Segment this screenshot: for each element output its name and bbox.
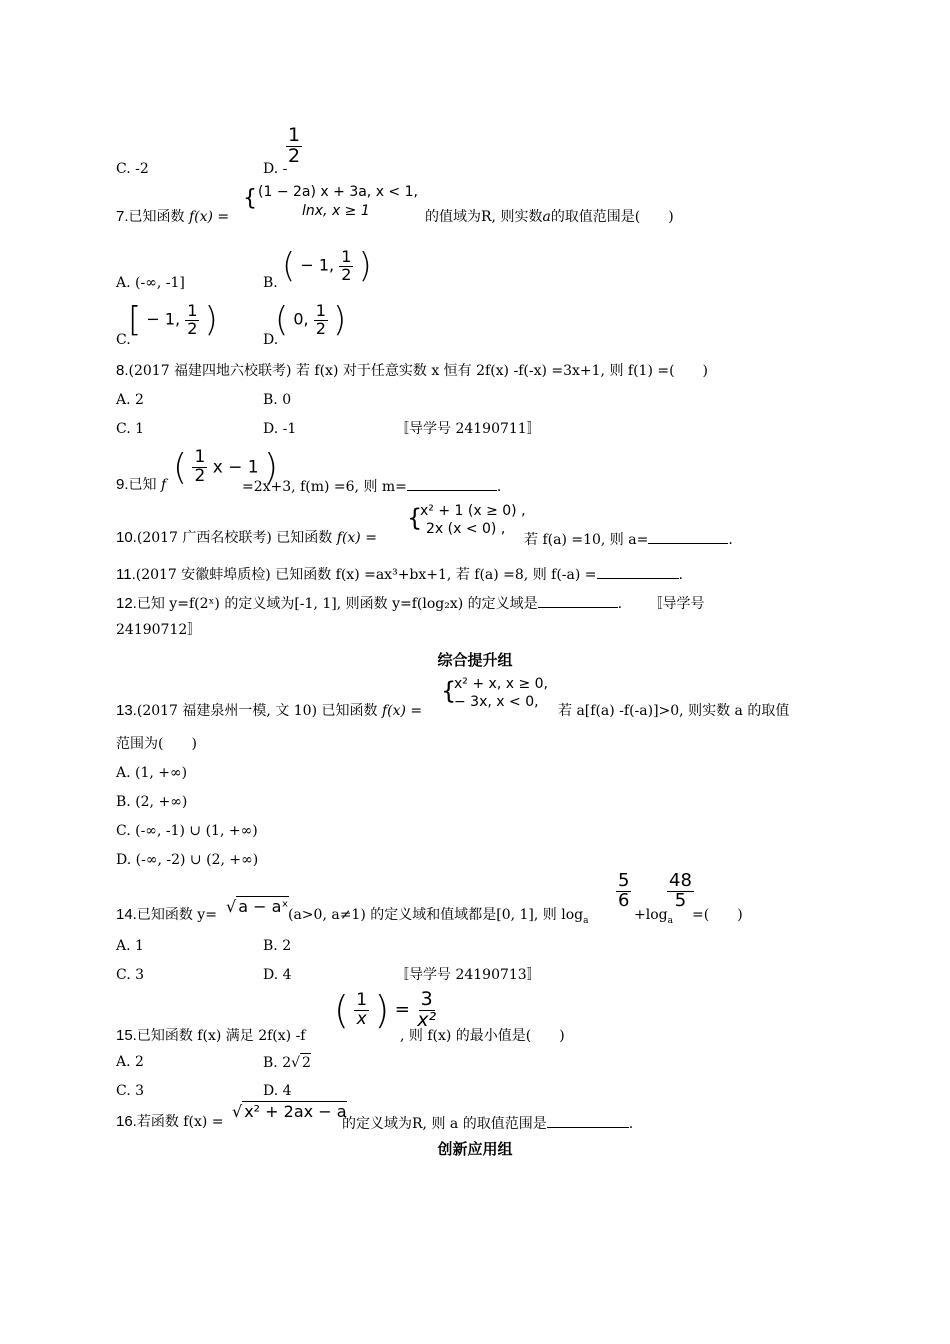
q12-stem: 12.已知 y=f(2ˣ) 的定义域为[-1, 1], 则函数 y=f(log₂x) 的定义域是 . 〚导学号: [116, 595, 705, 612]
q14-stem-mid: (a>0, a≠1) 的定义域和值域都是[0, 1], 则 $\log_a$: [288, 907, 589, 926]
q7-case-1: (1 − 2a) x + 3a, x < 1,: [258, 184, 418, 200]
q14-plus-log: $+\log_a$: [634, 907, 673, 926]
q14-option-a: A. 1: [116, 938, 144, 954]
q12-reference-number: 24190712〛: [116, 622, 202, 638]
q8-option-d: D. -1: [263, 421, 297, 437]
q7-option-c-label: C.: [116, 332, 131, 348]
q14-fraction-2: $\frac{48}{5}$: [669, 870, 692, 911]
q13-case-2: − 3x, x < 0,: [454, 694, 539, 710]
q10-case-1: x² + 1 (x ≥ 0) ,: [420, 503, 526, 519]
q7-stem: 7.已知函数 f(x) =: [116, 208, 230, 225]
q13-option-d: D. (-∞, -2) ∪ (2, +∞): [116, 852, 259, 868]
q9-stem-lead: 9.已知 f: [116, 476, 167, 493]
q7-brace: {: [243, 186, 257, 211]
q9-answer-blank[interactable]: [407, 476, 497, 491]
q13-option-b: B. (2, +∞): [116, 794, 188, 810]
q14-option-d: D. 4: [263, 967, 292, 983]
q10-case-2: 2x (x < 0) ,: [426, 521, 506, 537]
q13-brace: {: [441, 677, 457, 705]
q6-option-d-fraction: $\frac{1}{2}$: [288, 124, 301, 167]
q10-stem: 10.(2017 广西名校联考) 已知函数 f(x) =: [116, 529, 377, 546]
q11-stem: 11.(2017 安徽蚌埠质检) 已知函数 f(x) =ax³+bx+1, 若 f(a) =8, 则 f(-a) = .: [116, 566, 683, 583]
q10-brace: {: [407, 504, 423, 532]
q8-reference-number: 〚导学号 24190711〛: [395, 421, 541, 437]
q7-option-b-interval: ( − 1, $\frac{1}{2}$ ): [282, 246, 372, 286]
q14-stem: 14.已知函数 y=: [116, 906, 217, 923]
q14-stem-tail: =( ): [692, 907, 743, 923]
q6-option-d-label: D. -: [263, 161, 288, 177]
section-heading-innovation: 创新应用组: [437, 1140, 513, 1158]
q13-stem-tail: 若 a[f(a) -f(-a)]>0, 则实数 a 的取值: [558, 703, 790, 719]
q16-answer-blank[interactable]: [547, 1113, 629, 1128]
q14-option-b: B. 2: [263, 938, 292, 954]
q7-case-2: lnx, x ≥ 1: [302, 203, 370, 219]
q9-argument: ( $\frac{1}{2}$ x − 1 ): [173, 447, 279, 488]
q6-option-c: C. -2: [116, 161, 149, 177]
q8-stem: 8.(2017 福建四地六校联考) 若 f(x) 对于任意实数 x 恒有 2f(x) -f(-x) =3x+1, 则 f(1) =( ): [116, 362, 709, 379]
q7-stem-tail: 的值域为R, 则实数a的取值范围是( ): [425, 209, 674, 225]
q13-case-1: x² + x, x ≥ 0,: [454, 676, 548, 692]
q7-option-d-interval: ( 0, $\frac{1}{2}$ ): [275, 300, 347, 340]
q16-stem: 16.若函数 f(x) =: [116, 1113, 224, 1130]
q11-answer-blank[interactable]: [597, 564, 679, 579]
q12-answer-blank[interactable]: [538, 593, 618, 608]
q16-radical: √ x² + 2ax − a: [232, 1102, 347, 1121]
q15-option-b: B. 2√ 2: [263, 1055, 311, 1071]
q13-stem-line-2: 范围为( ): [116, 736, 197, 752]
q16-stem-tail: 的定义域为R, 则 a 的取值范围是 .: [342, 1113, 633, 1133]
q13-stem: 13.(2017 福建泉州一模, 文 10) 已知函数 f(x) =: [116, 702, 423, 719]
q7-option-d-label: D.: [263, 332, 279, 348]
q14-option-c: C. 3: [116, 967, 145, 983]
q15-stem-tail: , 则 f(x) 的最小值是( ): [400, 1028, 565, 1044]
q15-option-d: D. 4: [263, 1083, 292, 1099]
q8-option-b: B. 0: [263, 392, 292, 408]
q7-option-c-interval: [ − 1, $\frac{1}{2}$ ): [128, 300, 218, 340]
q15-stem: 15.已知函数 f(x) 满足 2f(x) -f: [116, 1027, 306, 1044]
q8-option-c: C. 1: [116, 421, 145, 437]
q14-reference-number: 〚导学号 24190713〛: [395, 967, 541, 983]
q15-argument: ( $\frac{1}{x}$ ) = $\frac{3}{\text{x²}}$: [334, 987, 437, 1032]
q9-stem-tail: =2x+3, f(m) =6, 则 m= .: [242, 476, 501, 496]
q10-stem-tail: 若 f(a) =10, 则 a= .: [524, 529, 733, 549]
q15-option-a: A. 2: [116, 1054, 144, 1070]
q14-radical: √ a − aˣ: [226, 897, 289, 916]
q15-option-c: C. 3: [116, 1083, 145, 1099]
section-heading-comprehensive: 综合提升组: [437, 651, 513, 669]
q14-fraction-1: $\frac{5}{6}$: [618, 870, 630, 911]
q10-answer-blank[interactable]: [648, 529, 728, 544]
q8-option-a: A. 2: [116, 392, 144, 408]
q13-option-a: A. (1, +∞): [116, 765, 188, 781]
q13-option-c: C. (-∞, -1) ∪ (1, +∞): [116, 823, 258, 839]
q7-option-a: A. (-∞, -1]: [116, 275, 185, 291]
q7-option-b-label: B.: [263, 275, 278, 291]
